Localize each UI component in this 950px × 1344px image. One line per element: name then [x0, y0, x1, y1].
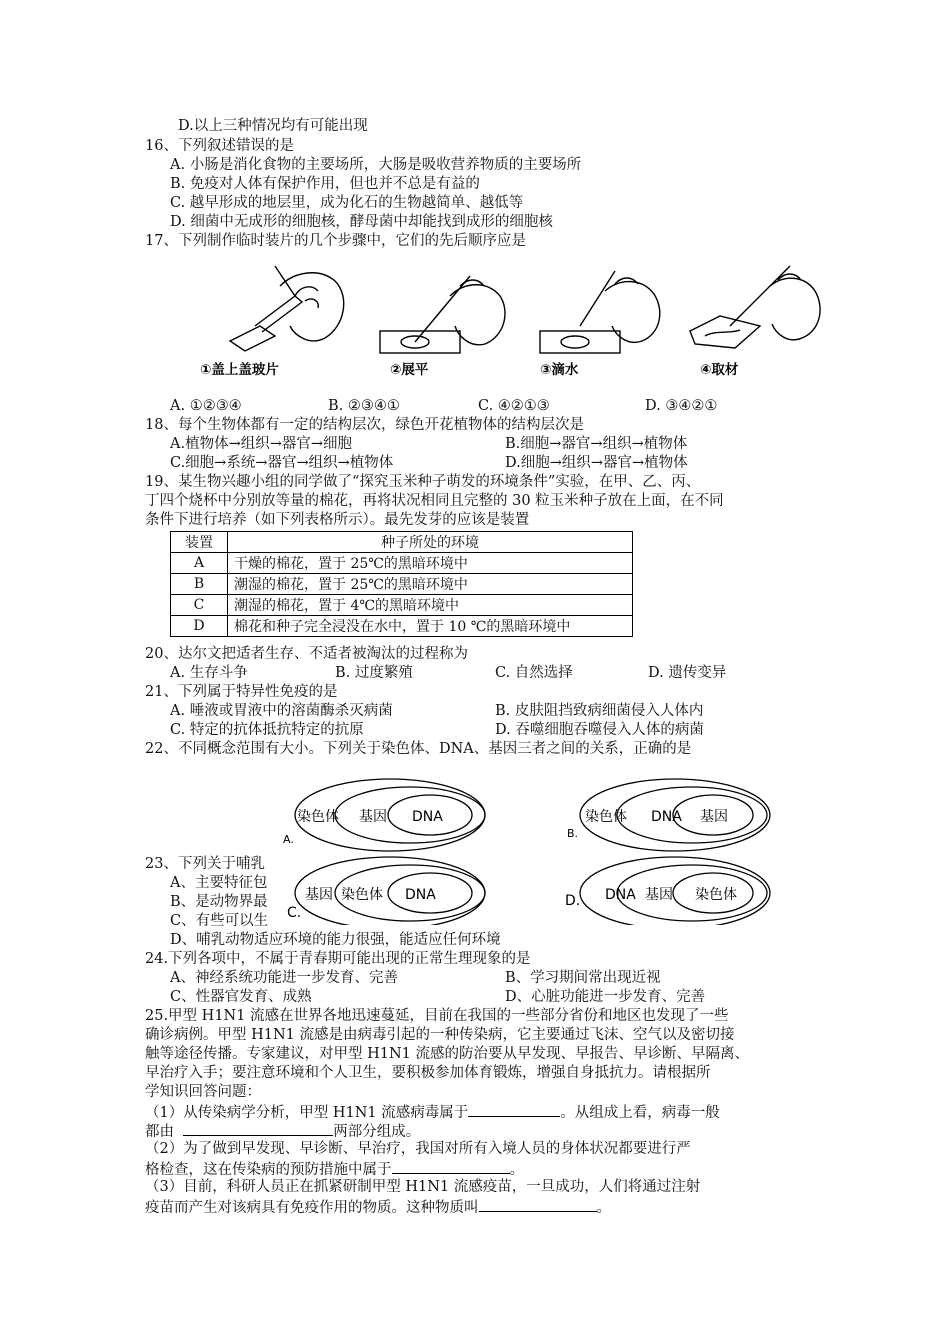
q24-option-c: C、性器官发育、成熟	[170, 989, 312, 1005]
q25-sub2-line1: （2）为了做到早发现、早诊断、早治疗，我国对所有入境人员的身体状况都要进行严	[145, 1141, 691, 1157]
q16-option-c: C. 越早形成的地层里，成为化石的生物越简单、越低等	[170, 195, 524, 211]
table-header-row	[171, 532, 633, 553]
q21-option-c: C. 特定的抗体抵抗特定的抗原	[170, 722, 364, 738]
q18-option-d: D.细胞→组织→器官→植物体	[505, 455, 688, 471]
row-environment: 潮湿的棉花，置于 25℃的黑暗环境中	[228, 574, 633, 595]
venn-a-outer-label: 染色体	[297, 809, 339, 825]
step4-take-material-image	[690, 266, 820, 348]
q18-option-b: B.细胞→器官→组织→植物体	[505, 436, 688, 452]
row-device: B	[171, 574, 228, 595]
q17-option-d: D. ③④②①	[645, 398, 718, 414]
q25-sub1-text-a: （1）从传染病学分析，甲型 H1N1 流感病毒属于	[145, 1105, 469, 1121]
venn-d-letter: D.	[565, 893, 581, 909]
q16-stem: 16、下列叙述错误的是	[145, 138, 294, 154]
venn-a-inner-label: DNA	[412, 809, 443, 825]
venn-b-letter: B.	[567, 827, 579, 840]
answer-blank-3[interactable]	[392, 1159, 510, 1174]
table-row	[171, 553, 633, 574]
venn-c-inner-label: DNA	[405, 887, 436, 903]
q21-stem: 21、下列属于特异性免疫的是	[145, 684, 338, 700]
q23-stem: 23、下列关于哺乳	[145, 856, 265, 872]
step3-label: ③滴水	[540, 362, 579, 378]
row-device: D	[171, 616, 228, 637]
q23-option-d: D、哺乳动物适应环境的能力很强，能适应任何环境	[170, 932, 501, 948]
venn-b-middle-label: DNA	[651, 809, 682, 825]
q20-option-a: A. 生存斗争	[170, 665, 248, 681]
q15-option-d: D.以上三种情况均有可能出现	[178, 118, 368, 134]
q22-stem: 22、不同概念范围有大小。下列关于染色体、DNA、基因三者之间的关系，正确的是	[145, 741, 692, 757]
q24-option-b: B、学习期间常出现近视	[505, 970, 661, 986]
venn-b-outer-label: 染色体	[585, 809, 627, 825]
q25-sub3-line1: （3）目前，科研人员正在抓紧研制甲型 H1N1 流感疫苗，一旦成功，人们将通过注射	[145, 1179, 701, 1195]
q23-option-c: C、有些可以生	[170, 913, 269, 929]
q23-option-b: B、是动物界最	[170, 894, 268, 910]
q25-sub3-line2	[145, 1197, 611, 1218]
q21-option-b: B. 皮肤阻挡致病细菌侵入人体内	[495, 703, 704, 719]
q25-line-1: 25.甲型 H1N1 流感在世界各地迅速蔓延，目前在我国的一些部分省份和地区也发现了一些	[145, 1008, 729, 1024]
q25-sub2-text-c: 。	[509, 1162, 524, 1178]
q17-option-a: A. ①②③④	[170, 398, 242, 414]
venn-a-letter: A.	[283, 833, 294, 846]
step3-drop-water-image	[540, 271, 660, 353]
germination-table	[170, 531, 633, 637]
row-environment: 棉花和种子完全浸没在水中，置于 10 ℃的黑暗环境中	[228, 616, 633, 637]
venn-c-middle-label: 染色体	[341, 887, 383, 903]
venn-d-inner-label: 染色体	[695, 887, 737, 903]
q16-option-b: B. 免疫对人体有保护作用，但也并不总是有益的	[170, 176, 480, 192]
q17-option-b: B. ②③④①	[328, 398, 400, 414]
q19-line-2: 丁四个烧杯中分别放等量的棉花，再将状况相同且完整的 30 粒玉米种子放在上面，在不同	[145, 493, 724, 509]
q25-sub1-line2	[145, 1121, 420, 1142]
answer-blank-4[interactable]	[479, 1197, 597, 1212]
header-device: 装置	[171, 532, 228, 553]
q20-option-c: C. 自然选择	[495, 665, 573, 681]
q18-stem: 18、每个生物体都有一定的结构层次，绿色开花植物体的结构层次是	[145, 417, 584, 433]
q25-sub1-line1	[145, 1102, 720, 1123]
q18-option-c: C.细胞→系统→器官→组织→植物体	[170, 455, 394, 471]
q21-option-a: A. 唾液或胃液中的溶菌酶杀灭病菌	[170, 703, 393, 719]
slide-prep-illustration	[200, 256, 840, 386]
q25-line-4: 早治疗入手；要注意环境和个人卫生，要积极参加体育锻炼，增强自身抵抗力。请根据所	[145, 1065, 711, 1081]
q24-stem: 24.下列各项中，不属于青春期可能出现的正常生理现象的是	[145, 951, 531, 967]
q25-line-3: 触等途径传播。专家建议，对甲型 H1N1 流感的防治要从早发现、早报告、早诊断、早隔离、	[145, 1046, 749, 1062]
q25-sub1-text-c: 都由	[145, 1124, 174, 1140]
answer-blank-1[interactable]	[468, 1102, 560, 1117]
q19-line-3: 条件下进行培养（如下列表格所示）。最先发芽的应该是装置	[145, 512, 530, 528]
table-row	[171, 595, 633, 616]
q20-option-b: B. 过度繁殖	[335, 665, 413, 681]
q25-sub3-text-b: 疫苗而产生对该病具有免疫作用的物质。这种物质叫	[145, 1200, 479, 1216]
row-device: A	[171, 553, 228, 574]
venn-c-outer-label: 基因	[305, 887, 333, 903]
q24-option-d: D、心脏功能进一步发育、完善	[505, 989, 706, 1005]
table-row	[171, 616, 633, 637]
q25-sub1-text-d: 两部分组成。	[333, 1124, 421, 1140]
step1-cover-slip-image	[230, 266, 344, 351]
step2-flatten-image	[380, 276, 505, 353]
row-environment: 干燥的棉花，置于 25℃的黑暗环境中	[228, 553, 633, 574]
q25-line-5: 学知识回答问题：	[145, 1084, 261, 1100]
q17-option-c: C. ④②①③	[478, 398, 550, 414]
venn-d-middle-label: 基因	[645, 887, 673, 903]
q25-sub2-line2	[145, 1159, 524, 1180]
q16-option-d: D. 细菌中无成形的细胞核，酵母菌中却能找到成形的细胞核	[170, 214, 553, 230]
q25-sub3-text-c: 。	[596, 1200, 611, 1216]
q25-sub2-text-b: 格检查，这在传染病的预防措施中属于	[145, 1162, 392, 1178]
venn-a-middle-label: 基因	[359, 809, 387, 825]
venn-c-letter: C.	[287, 905, 302, 921]
q20-option-d: D. 遗传变异	[648, 665, 727, 681]
row-environment: 潮湿的棉花，置于 4℃的黑暗环境中	[228, 595, 633, 616]
q25-line-2: 确诊病例。甲型 H1N1 流感是由病毒引起的一种传染病，它主要通过飞沫、空气以及密切接	[145, 1027, 735, 1043]
row-device: C	[171, 595, 228, 616]
q16-option-a: A. 小肠是消化食物的主要场所，大肠是吸收营养物质的主要场所	[170, 157, 582, 173]
answer-blank-2[interactable]	[183, 1121, 333, 1136]
q18-option-a: A.植物体→组织→器官→细胞	[170, 436, 353, 452]
q20-stem: 20、达尔文把适者生存、不适者被淘汰的过程称为	[145, 646, 468, 662]
step1-label: ①盖上盖玻片	[200, 362, 279, 378]
q21-option-d: D. 吞噬细胞吞噬侵入人体的病菌	[495, 722, 704, 738]
step2-label: ②展平	[390, 362, 429, 378]
venn-b-inner-label: 基因	[700, 809, 728, 825]
venn-diagrams	[275, 765, 795, 925]
q25-sub1-text-b: 。从组成上看，病毒一般	[560, 1105, 720, 1121]
q24-option-a: A、神经系统功能进一步发育、完善	[170, 970, 398, 986]
q23-option-a: A、主要特征包	[170, 875, 268, 891]
table-row	[171, 574, 633, 595]
q19-line-1: 19、某生物兴趣小组的同学做了“探究玉米种子萌发的环境条件”实验，在甲、乙、丙、	[145, 474, 701, 490]
step4-label: ④取材	[700, 362, 739, 378]
q17-stem: 17、下列制作临时装片的几个步骤中，它们的先后顺序应是	[145, 233, 526, 249]
header-environment: 种子所处的环境	[228, 532, 633, 553]
venn-d-outer-label: DNA	[605, 887, 636, 903]
